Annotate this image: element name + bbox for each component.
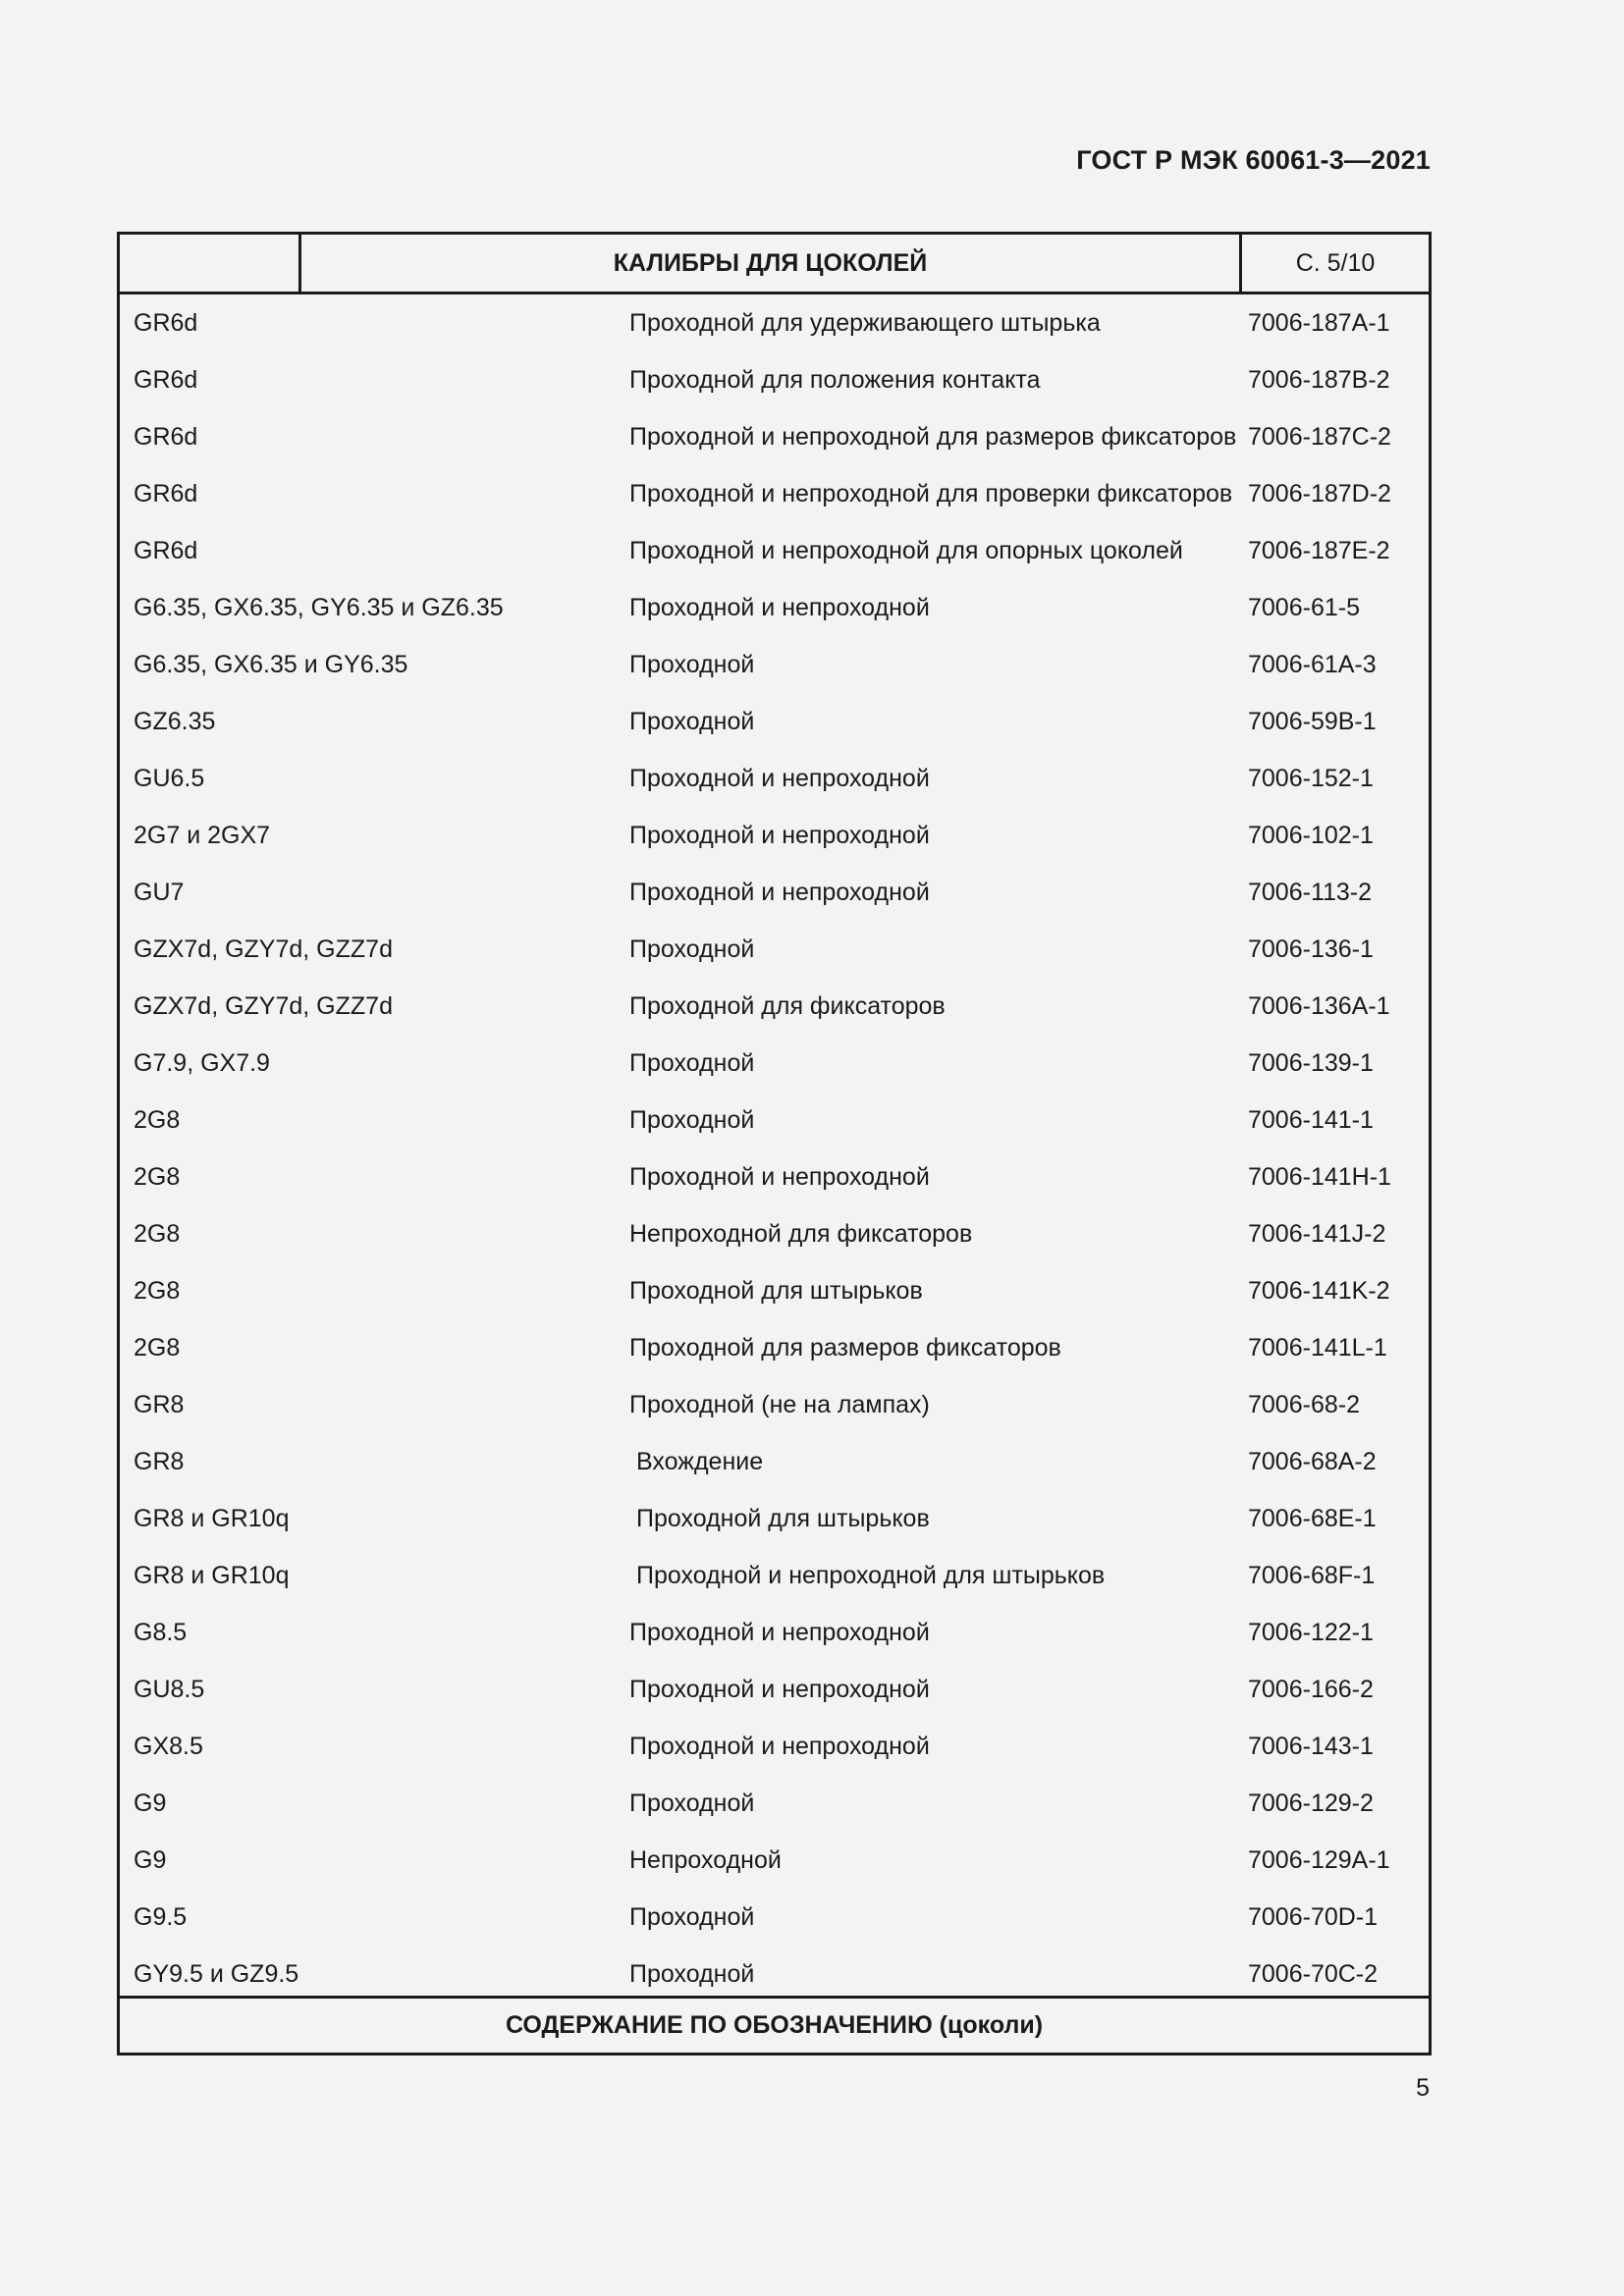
gauge-description: Проходной для положения контакта	[629, 366, 1041, 394]
table-row	[120, 864, 1429, 921]
sheet-number: 7006-68E-1	[1248, 1505, 1377, 1532]
base-designation: GR8	[134, 1448, 185, 1475]
gauge-description: Проходной для размеров фиксаторов	[629, 1334, 1061, 1362]
sheet-number: 7006-152-1	[1248, 765, 1374, 792]
base-designation: GX8.5	[134, 1733, 203, 1760]
sheet-number: 7006-68A-2	[1248, 1448, 1377, 1475]
base-designation: GR6d	[134, 480, 198, 507]
sheet-number: 7006-61A-3	[1248, 651, 1377, 678]
gauge-description: Проходной для штырьков	[629, 1277, 923, 1305]
sheet-number: 7006-129-2	[1248, 1789, 1374, 1817]
gauge-description: Вхождение	[636, 1448, 764, 1475]
base-designation: GR8 и GR10q	[134, 1505, 290, 1532]
base-designation: G9.5	[134, 1903, 188, 1931]
gauge-description: Проходной (не на лампах)	[629, 1391, 930, 1418]
gauge-description: Проходной для удерживающего штырька	[629, 309, 1101, 337]
table-row	[120, 1035, 1429, 1092]
sheet-number: 7006-59B-1	[1248, 708, 1377, 735]
gauge-description: Проходной	[629, 651, 755, 678]
base-designation: GZX7d, GZY7d, GZZ7d	[134, 935, 393, 963]
gauge-description: Непроходной	[629, 1846, 782, 1874]
sheet-number: 7006-187E-2	[1248, 537, 1390, 564]
base-designation: GR6d	[134, 366, 198, 394]
base-designation: 2G7 и 2GX7	[134, 822, 271, 849]
base-designation: 2G8	[134, 1220, 181, 1248]
base-designation: GR6d	[134, 537, 198, 564]
gauge-description: Проходной	[629, 1789, 755, 1817]
sheet-number: 7006-68-2	[1248, 1391, 1360, 1418]
table-body	[120, 294, 1429, 2002]
table-row	[120, 1661, 1429, 1718]
table-row	[120, 1946, 1429, 2002]
sheet-number: 7006-166-2	[1248, 1676, 1374, 1703]
gauge-description: Непроходной для фиксаторов	[629, 1220, 973, 1248]
base-designation: GR8 и GR10q	[134, 1562, 290, 1589]
sheet-number: 7006-70C-2	[1248, 1960, 1379, 1988]
gauge-description: Проходной	[629, 935, 755, 963]
table-header	[120, 235, 1429, 294]
sheet-number: 7006-143-1	[1248, 1733, 1374, 1760]
gauge-description: Проходной и непроходной	[629, 594, 930, 621]
sheet-number: 7006-187B-2	[1248, 366, 1390, 394]
base-designation: GY9.5 и GZ9.5	[134, 1960, 299, 1988]
table-row	[120, 1205, 1429, 1262]
gauge-description: Проходной и непроходной	[629, 822, 930, 849]
base-designation: GU7	[134, 879, 185, 906]
gauge-description: Проходной и непроходной	[629, 765, 930, 792]
table-row	[120, 1433, 1429, 1490]
sheet-number: 7006-68F-1	[1248, 1562, 1376, 1589]
table-row	[120, 636, 1429, 693]
base-designation: G6.35, GX6.35, GY6.35 и GZ6.35	[134, 594, 504, 621]
table-footer: СОДЕРЖАНИЕ ПО ОБОЗНАЧЕНИЮ (цоколи)	[120, 1996, 1429, 2053]
table-row	[120, 1092, 1429, 1148]
document-code: ГОСТ Р МЭК 60061-3—2021	[1076, 145, 1431, 175]
sheet-number: 7006-136-1	[1248, 935, 1374, 963]
base-designation: 2G8	[134, 1163, 181, 1191]
sheet-number: 7006-70D-1	[1248, 1903, 1379, 1931]
gauge-description: Проходной	[629, 1903, 755, 1931]
base-designation: G9	[134, 1846, 167, 1874]
gauge-description: Проходной и непроходной	[629, 1163, 930, 1191]
base-designation: G9	[134, 1789, 167, 1817]
table-row	[120, 750, 1429, 807]
sheet-number: 7006-113-2	[1248, 879, 1373, 906]
base-designation: G6.35, GX6.35 и GY6.35	[134, 651, 408, 678]
gauge-description: Проходной и непроходной	[629, 1676, 930, 1703]
table-row	[120, 1889, 1429, 1946]
sheet-number: 7006-141J-2	[1248, 1220, 1386, 1248]
sheet-number: 7006-187C-2	[1248, 423, 1391, 451]
sheet-number: 7006-141-1	[1248, 1106, 1374, 1134]
page-number: 5	[1416, 2074, 1430, 2102]
table-title: КАЛИБРЫ ДЛЯ ЦОКОЛЕЙ	[301, 235, 1242, 292]
base-designation: GR6d	[134, 309, 198, 337]
base-designation: GR8	[134, 1391, 185, 1418]
table-row	[120, 1775, 1429, 1832]
table-page-ref: С. 5/10	[1295, 248, 1376, 277]
base-designation: GU6.5	[134, 765, 205, 792]
sheet-number: 7006-61-5	[1248, 594, 1360, 621]
sheet-number: 7006-187D-2	[1248, 480, 1391, 507]
table-row	[120, 693, 1429, 750]
table-row	[120, 1604, 1429, 1661]
base-designation: GZX7d, GZY7d, GZZ7d	[134, 992, 393, 1020]
table-row	[120, 522, 1429, 579]
table-row	[120, 807, 1429, 864]
sheet-number: 7006-187A-1	[1248, 309, 1390, 337]
table-row	[120, 1376, 1429, 1433]
table-row	[120, 1547, 1429, 1604]
gauge-description: Проходной для фиксаторов	[629, 992, 946, 1020]
table-row	[120, 1718, 1429, 1775]
table-row	[120, 579, 1429, 636]
base-designation: GR6d	[134, 423, 198, 451]
table-row	[120, 465, 1429, 522]
gauge-description: Проходной для штырьков	[636, 1505, 930, 1532]
base-designation: GZ6.35	[134, 708, 216, 735]
sheet-number: 7006-136A-1	[1248, 992, 1390, 1020]
table-row	[120, 1832, 1429, 1889]
sheet-number: 7006-139-1	[1248, 1049, 1374, 1077]
table-row	[120, 1319, 1429, 1376]
sheet-number: 7006-129A-1	[1248, 1846, 1390, 1874]
gauge-description: Проходной и непроходной	[629, 1733, 930, 1760]
base-designation: 2G8	[134, 1334, 181, 1362]
base-designation: G8.5	[134, 1619, 188, 1646]
table-row	[120, 921, 1429, 978]
header-empty-cell	[120, 235, 301, 292]
table-row	[120, 1148, 1429, 1205]
gauge-description: Проходной и непроходной для штырьков	[636, 1562, 1106, 1589]
sheet-number: 7006-102-1	[1248, 822, 1374, 849]
sheet-number: 7006-141H-1	[1248, 1163, 1391, 1191]
gauges-table	[117, 232, 1432, 2056]
table-row	[120, 1490, 1429, 1547]
gauge-description: Проходной и непроходной для размеров фиксаторов	[629, 423, 1237, 451]
gauge-description: Проходной и непроходной для опорных цоколей	[629, 537, 1183, 564]
gauge-description: Проходной	[629, 1960, 755, 1988]
gauge-description: Проходной	[629, 1106, 755, 1134]
table-row	[120, 978, 1429, 1035]
sheet-number: 7006-141K-2	[1248, 1277, 1390, 1305]
table-row	[120, 351, 1429, 408]
sheet-number: 7006-141L-1	[1248, 1334, 1387, 1362]
base-designation: 2G8	[134, 1277, 181, 1305]
base-designation: G7.9, GX7.9	[134, 1049, 270, 1077]
gauge-description: Проходной и непроходной	[629, 1619, 930, 1646]
base-designation: 2G8	[134, 1106, 181, 1134]
table-row	[120, 1262, 1429, 1319]
gauge-description: Проходной	[629, 708, 755, 735]
gauge-description: Проходной и непроходной для проверки фиксаторов	[629, 480, 1233, 507]
table-row	[120, 294, 1429, 351]
base-designation: GU8.5	[134, 1676, 205, 1703]
sheet-number: 7006-122-1	[1248, 1619, 1374, 1646]
gauge-description: Проходной и непроходной	[629, 879, 930, 906]
table-row	[120, 408, 1429, 465]
gauge-description: Проходной	[629, 1049, 755, 1077]
